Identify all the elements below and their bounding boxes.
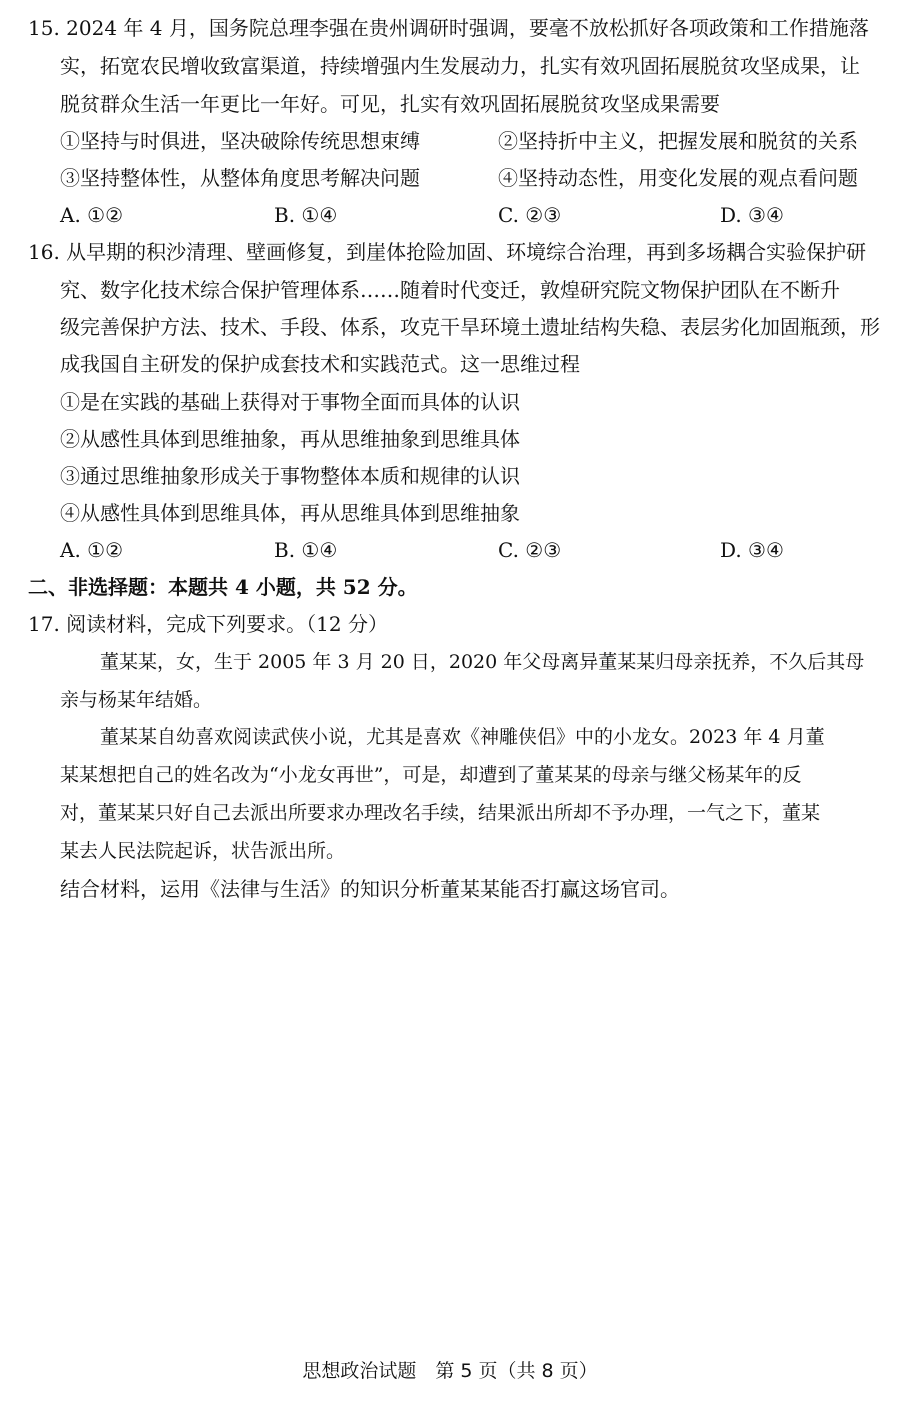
q15-option-c: C. ②③ (498, 203, 562, 227)
q15-option-d: D. ③④ (720, 203, 784, 227)
q15-statement-2: ②坚持折中主义，把握发展和脱贫的关系 (498, 129, 858, 153)
q17-material-p2-line-2: 某某想把自己的姓名改为“小龙女再世”，可是，却遭到了董某某的母亲与继父杨某年的反 (60, 764, 802, 786)
section-2-heading: 二、非选择题：本题共 4 小题，共 52 分。 (28, 575, 418, 599)
q15-statement-4: ④坚持动态性，用变化发展的观点看问题 (498, 166, 858, 190)
q15-stem-line-1: 15. 2024 年 4 月，国务院总理李强在贵州调研时强调，要毫不放松抓好各项政策和工作措施落 (28, 16, 869, 40)
q16-statement-1: ①是在实践的基础上获得对于事物全面而具体的认识 (60, 390, 520, 414)
q15-option-a: A. ①② (60, 203, 124, 227)
q17-prompt: 17. 阅读材料，完成下列要求。（12 分） (28, 612, 388, 636)
q16-stem-line-4: 成我国自主研发的保护成套技术和实践范式。这一思维过程 (60, 352, 580, 376)
q16-option-a: A. ①② (60, 538, 124, 562)
q16-option-c: C. ②③ (498, 538, 562, 562)
q16-stem-line-1: 16. 从早期的积沙清理、壁画修复，到崖体抢险加固、环境综合治理，再到多场耦合实验保护研 (28, 240, 867, 264)
q15-stem-line-2: 实，拓宽农民增收致富渠道，持续增强内生发展动力，扎实有效巩固拓展脱贫攻坚成果，让 (60, 54, 860, 78)
q17-material-p1-line-1: 董某某，女，生于 2005 年 3 月 20 日，2020 年父母离异董某某归母亲抚养，不久后其母 (100, 651, 865, 673)
q15-statement-1: ①坚持与时俱进，坚决破除传统思想束缚 (60, 129, 420, 153)
q16-stem-line-3: 级完善保护方法、技术、手段、体系，攻克干旱环境土遗址结构失稳、表层劣化加固瓶颈，形 (60, 315, 880, 339)
q17-task: 结合材料，运用《法律与生活》的知识分析董某某能否打赢这场官司。 (60, 877, 680, 901)
q16-statement-2: ②从感性具体到思维抽象，再从思维抽象到思维具体 (60, 427, 520, 451)
q17-material-p2-line-3: 对，董某某只好自己去派出所要求办理改名手续，结果派出所却不予办理，一气之下，董某 (60, 802, 821, 824)
q17-material-p2-line-4: 某去人民法院起诉，状告派出所。 (60, 840, 346, 862)
q15-stem-line-3: 脱贫群众生活一年更比一年好。可见，扎实有效巩固拓展脱贫攻坚成果需要 (60, 92, 720, 116)
page-footer: 思想政治试题 第 5 页（共 8 页） (302, 1360, 598, 1382)
q16-option-d: D. ③④ (720, 538, 784, 562)
q16-stem-line-2: 究、数字化技术综合保护管理体系……随着时代变迁，敦煌研究院文物保护团队在不断升 (60, 278, 840, 302)
q15-option-b: B. ①④ (274, 203, 338, 227)
q17-material-p1-line-2: 亲与杨某年结婚。 (60, 689, 213, 711)
q17-material-p2-line-1: 董某某自幼喜欢阅读武侠小说，尤其是喜欢《神雕侠侣》中的小龙女。2023 年 4 月董 (100, 726, 825, 748)
q16-statement-4: ④从感性具体到思维具体，再从思维具体到思维抽象 (60, 501, 520, 525)
q15-statement-3: ③坚持整体性，从整体角度思考解决问题 (60, 166, 420, 190)
q16-statement-3: ③通过思维抽象形成关于事物整体本质和规律的认识 (60, 464, 520, 488)
q16-option-b: B. ①④ (274, 538, 338, 562)
